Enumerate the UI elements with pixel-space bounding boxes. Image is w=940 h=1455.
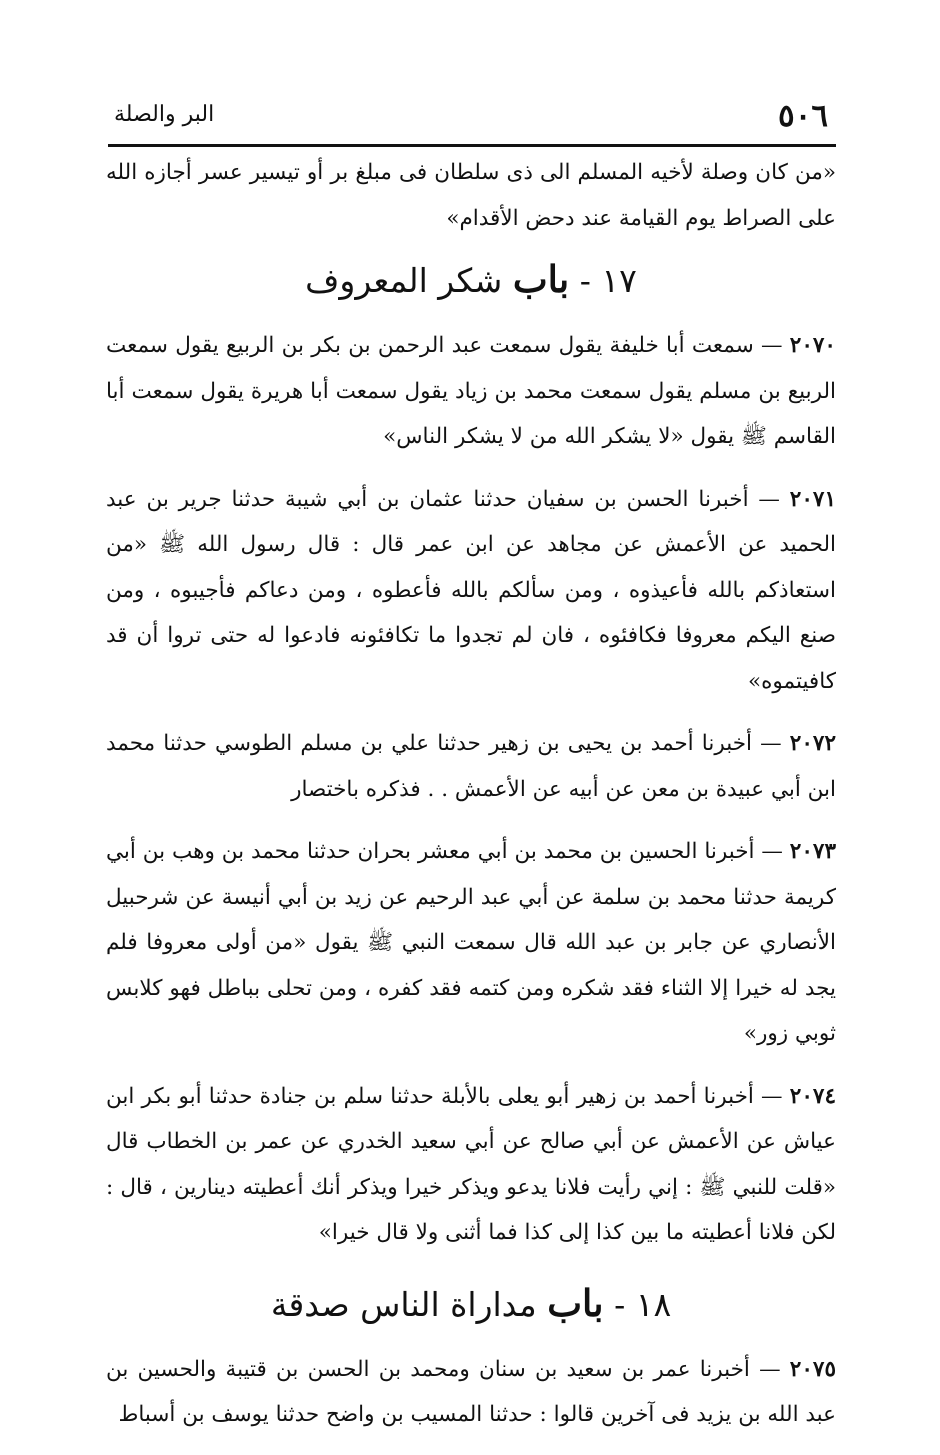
hadith-text: — سمعت أبا خليفة يقول سمعت عبد الرحمن بن بكر بن الربيع يقول سمعت الربيع بن مسلم يقول سمعت محمد بن زياد يقول سمعت أبا هريرة يقول سمعت أبا القاسم ﷺ يقول «لا يشكر الله من لا يشكر الناس» [106,333,836,449]
hadith-text: — أخبرنا أحمد بن زهير أبو يعلى بالأبلة حدثنا سلم بن جنادة حدثنا أبو بكر ابن عياش عن الأعمش عن أبي صالح عن أبي سعيد الخدري عن عمر بن الخطاب قال «قلت للنبي ﷺ : إني رأيت فلانا يدعو ويذكر خيرا ويذكر أنك أعطيته دينارين ، قال : لكن فلانا أعطيته ما بين كذا إلى كذا فما أثنى ولا قال خيرا» [106,1083,836,1245]
chapter-heading [106,249,836,311]
chapter-number: ١٧ - [579,261,637,300]
chapter-bab-word: باب [547,1280,604,1325]
hadith-number: ٢٠٧١ [789,486,836,512]
chapter-title: مداراة الناس صدقة [270,1284,537,1324]
page-number: ٥٠٦ [778,98,828,134]
chapter-title: شكر المعروف [305,261,503,300]
hadith-paragraph [106,1074,836,1256]
hadith-paragraph [106,829,836,1057]
hadith-number: ٢٠٧٢ [789,731,836,756]
hadith-text: — أخبرنا أحمد بن يحيى بن زهير حدثنا علي بن مسلم الطوسي حدثنا محمد ابن أبي عبيدة بن معن عن أبيه عن الأعمش . . فذكره باختصار [106,731,836,802]
hadith-number: ٢٠٧٣ [789,839,836,864]
page-body [106,150,836,1455]
hadith-text: — أخبرنا الحسين بن محمد بن أبي معشر بحران حدثنا محمد بن وهب بن أبي كريمة حدثنا محمد بن سلمة عن أبي عبد الرحيم عن زيد بن أبي أنيسة عن شرحبيل الأنصاري عن جابر بن عبد الله قال سمعت النبي ﷺ يقول «من أولى معروفا فلم يجد له خيرا إلا الثناء فقد شكره ومن كتمه فقد كفره ، ومن تحلى بباطل فهو كلابس ثوبي زور» [106,839,836,1046]
hadith-number: ٢٠٧٤ [789,1083,836,1109]
paragraph-text: «من كان وصلة لأخيه المسلم الى ذى سلطان فى مبلغ بر أو تيسير عسر أجازه الله على الصراط يوم القيامة عند دحض الأقدام» [106,160,836,231]
continued-paragraph [106,150,836,241]
chapter-number: ١٨ - [614,1284,672,1324]
hadith-paragraph [106,323,836,460]
running-title: البر والصلة [114,102,215,127]
hadith-text: — أخبرنا عمر بن سعيد بن سنان ومحمد بن الحسن بن قتيبة والحسين بن عبد الله بن يزيد فى آخرين قالوا : حدثنا المسيب بن واضح حدثنا يوسف بن أسباط [106,1356,836,1427]
hadith-paragraph [106,477,836,705]
hadith-number: ٢٠٧٠ [789,333,836,358]
hadith-paragraph [106,721,836,812]
chapter-heading [106,1273,836,1335]
hadith-number: ٢٠٧٥ [789,1356,836,1382]
chapter-bab-word: باب [512,257,570,301]
hadith-paragraph [106,1347,836,1438]
hadith-text: — أخبرنا الحسن بن سفيان حدثنا عثمان بن أبي شيبة حدثنا جرير بن عبد الحميد عن الأعمش عن مجاهد عن ابن عمر قال : قال رسول الله ﷺ «من استعاذكم بالله فأعيذوه ، ومن سألكم بالله فأعطوه ، ومن دعاكم فأجيبوه ، ومن صنع اليكم معروفا فكافئوه ، فان لم تجدوا ما تكافئونه فادعوا له حتى تروا أن قد كافيتموه» [106,486,836,694]
page-header [108,92,836,147]
